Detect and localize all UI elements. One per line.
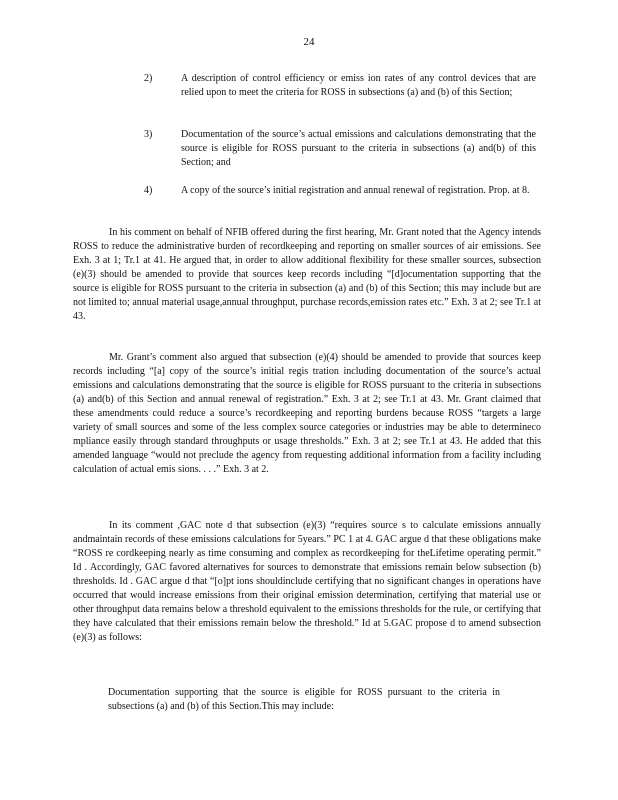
paragraph-gac-comment: In its comment ,GAC note d that subsection (e)(3) “requires source s to calculate emissions annually andmaintain records of these emissions calculations for 5years.” PC 1 at 4. GAC argue d that these obligations make “ROSS re cordkeeping nearly as time consuming and complex as recordkeeping for theLifetime operating permit.” Id . Accordingly, GAC favored alternatives for sources to demonstrate that emissions remain below subsection (b) thresholds. Id . GAC argue d that “[o]pt ions shouldinclude certifying that no significant changes in operations have occurred that would increase emissions from their original emission determination, certifying that material use or other throughput data remains below a threshold equivalent to the emissions thresholds for the rule, or certifying that they have calculated that their emissions remain below the threshold.” Id at 5.GAC propose d to amend subsection (e)(3) as follows:: [73, 520, 541, 643]
list-number: 2): [144, 73, 153, 84]
list-number: 3): [144, 129, 153, 140]
paragraph-nfib-comment: In his comment on behalf of NFIB offered during the first hearing, Mr. Grant noted that the Agency intends ROSS to reduce the administrative burden of recordkeeping and reporting on smaller sources of air emissions. See Exh. 3 at 1; Tr.1 at 41. He argued that, in order to allow additional flexibility for these smaller sources, subsection (e)(3) should be amended to provide that sources keep records including “[d]ocumentation supporting that the source is eligible for ROSS pursuant to the criteria in subsection (a) and (b) of this Section; this may include but are not limited to; annual material usage,annual throughput, purchase records,emission rates etc.” Exh. 3 at 2; see Tr.1 at 43.: [73, 227, 541, 322]
page-number: 24: [303, 36, 315, 48]
list-text: Documentation of the source’s actual emissions and calculations demonstrating that the source is eligible for ROSS pursuant to the criteria in subsections (a) and(b) of this Section; and: [181, 129, 536, 168]
list-item-2: [144, 72, 536, 100]
list-text: A copy of the source’s initial registration and annual renewal of registration. Prop. at 8.: [181, 185, 530, 196]
list-item-3: [144, 128, 536, 170]
list-number: 4): [144, 185, 153, 196]
block-quote: Documentation supporting that the source is eligible for ROSS pursuant to the criteria in subsections (a) and (b) of this Section.This may include:: [108, 687, 500, 712]
list-text: A description of control efficiency or emiss ion rates of any control devices that are relied upon to meet the criteria for ROSS in subsections (a) and (b) of this Section;: [181, 73, 536, 98]
list-item-4: [144, 184, 536, 198]
paragraph-grant-comment: Mr. Grant’s comment also argued that subsection (e)(4) should be amended to provide that sources keep records including “[a] copy of the source’s initial regis tration including documentation of the source’s actual emissions and calculations demonstrating that the source is eligible for ROSS pursuant to the criteria in subsections (a) and(b) of this Section and annual renewal of registration.” Exh. 3 at 2; see Tr.1 at 43. Mr. Grant claimed that these amendments could reduce a source’s recordkeeping and reporting burdens because ROSS “targets a large variety of small sources and some of the less complex source categories or industries may be able to determineco mpliance easily through standard throughputs or usage thresholds.” Exh. 3 at 2; see Tr.1 at 43. He added that this amended language “would not preclude the agency from requesting additional information from a facility including calculation of actual emis sions. . . .” Exh. 3 at 2.: [73, 352, 541, 475]
